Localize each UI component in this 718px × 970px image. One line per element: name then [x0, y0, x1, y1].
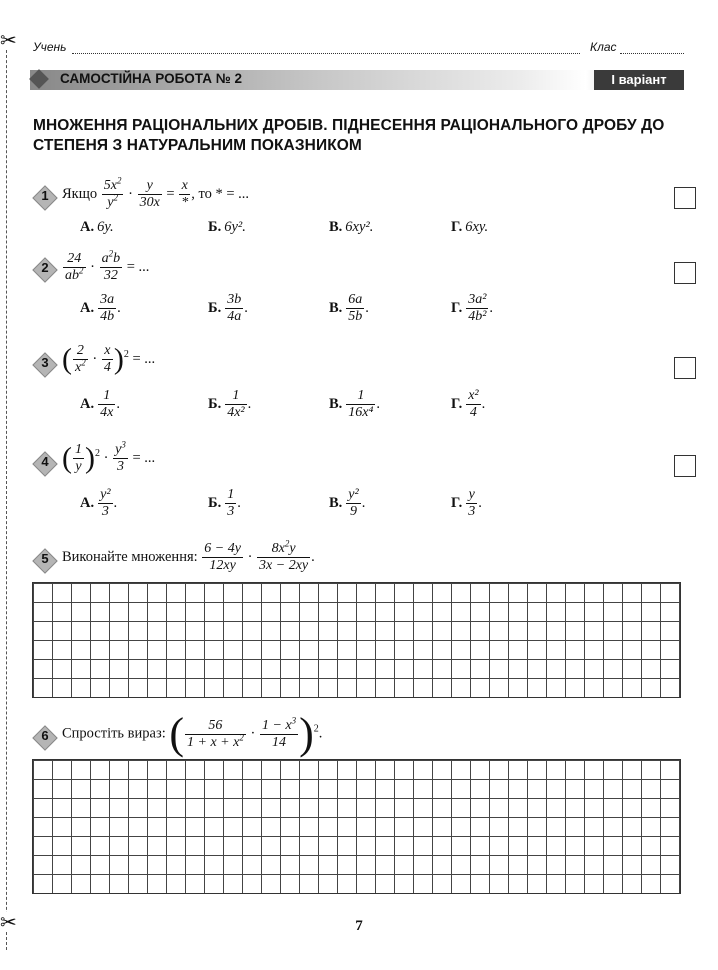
task-4-option-b[interactable]: Б. $\frac{1}{3}$ .	[208, 487, 241, 519]
task-number-2: 2	[34, 259, 56, 281]
task-6-question: Спростіть вираз: ( $\frac{56}{1 + x + x^2}$ · $\frac{1 - x^3}{14}$ )$^2$.	[62, 709, 323, 758]
work-title: САМОСТІЙНА РОБОТА № 2	[60, 71, 243, 86]
class-label: Клас	[590, 40, 617, 54]
answer-box-1[interactable]	[674, 187, 696, 209]
task-4-question: ( $\frac{1}{y}$ )$^2$ · $\frac{y^3}{3}$ = ...	[62, 439, 156, 475]
task-1-option-b[interactable]: Б. 6y².	[208, 219, 246, 235]
task-2-option-d[interactable]: Г. $\frac{\text{3a²}}{\text{4b²}}$ .	[451, 292, 494, 324]
answer-box-3[interactable]	[674, 357, 696, 379]
task-1-option-a[interactable]: А. 6y.	[80, 219, 114, 235]
task-1-option-d[interactable]: Г. 6xy.	[451, 219, 489, 235]
variant-badge: І варіант	[594, 70, 684, 90]
task-3-option-a[interactable]: А. $\frac{1}{4x}$ .	[80, 388, 120, 420]
task-number-6: 6	[34, 727, 56, 749]
task-5-question: Виконайте множення: $\frac{6 - 4y}{12xy}$ · $\frac{8x^2y}{3x - 2xy}$ .	[62, 538, 315, 573]
student-label: Учень	[33, 40, 67, 54]
scissors-icon: ✂	[0, 910, 17, 934]
task-6-answer-grid[interactable]	[32, 759, 681, 894]
task-2-option-c[interactable]: В. $\frac{6a}{5b}$ .	[329, 292, 369, 324]
task-2-question: $\frac{24}{ab^2}$ · $\frac{a^2b}{32}$ = ...	[65, 248, 150, 283]
task-number-4: 4	[34, 453, 56, 475]
task-3-option-c[interactable]: В. $\frac{1}{\text{16x⁴}}$ .	[329, 388, 381, 420]
class-field[interactable]	[620, 53, 684, 54]
task-3-question: ( $\frac{2}{x^2}$ · $\frac{x}{4}$ )$^2$ = ...	[62, 342, 156, 376]
work-banner	[30, 70, 684, 90]
task-4-option-a[interactable]: А. $\frac{\text{y²}}{3}$ .	[80, 487, 118, 519]
student-name-field[interactable]	[72, 53, 580, 54]
task-number-3: 3	[34, 354, 56, 376]
task-number-1: 1	[34, 187, 56, 209]
task-5-answer-grid[interactable]	[32, 582, 681, 698]
task-number-5: 5	[34, 550, 56, 572]
task-2-option-b[interactable]: Б. $\frac{3b}{4a}$ .	[208, 292, 248, 324]
page-number: 7	[355, 918, 363, 934]
task-4-option-d[interactable]: Г. $\frac{y}{3}$ .	[451, 487, 482, 519]
scissors-icon: ✂	[0, 28, 17, 52]
task-2-option-a[interactable]: А. $\frac{3a}{4b}$ .	[80, 292, 121, 324]
cut-line	[6, 30, 7, 950]
task-4-option-c[interactable]: В. $\frac{\text{y²}}{9}$ .	[329, 487, 366, 519]
page-title: МНОЖЕННЯ РАЦІОНАЛЬНИХ ДРОБІВ. ПІДНЕСЕННЯ РАЦІОНАЛЬНОГО ДРОБУ ДО СТЕПЕНЯ З НАТУРАЛЬНИМ ПОКАЗНИКОМ	[33, 117, 665, 154]
answer-box-2[interactable]	[674, 262, 696, 284]
task-3-option-d[interactable]: Г. $\frac{\text{x²}}{4}$ .	[451, 388, 486, 420]
task-1-question: Якщо $\frac{5x^2}{y^2}$ · $\frac{y}{30x}$ = $\frac{x}{*}$ , то * = ...	[62, 175, 250, 210]
answer-box-4[interactable]	[674, 455, 696, 477]
task-1-option-c[interactable]: В. 6xy².	[329, 219, 374, 235]
task-3-option-b[interactable]: Б. $\frac{1}{\text{4x²}}$ .	[208, 388, 252, 420]
